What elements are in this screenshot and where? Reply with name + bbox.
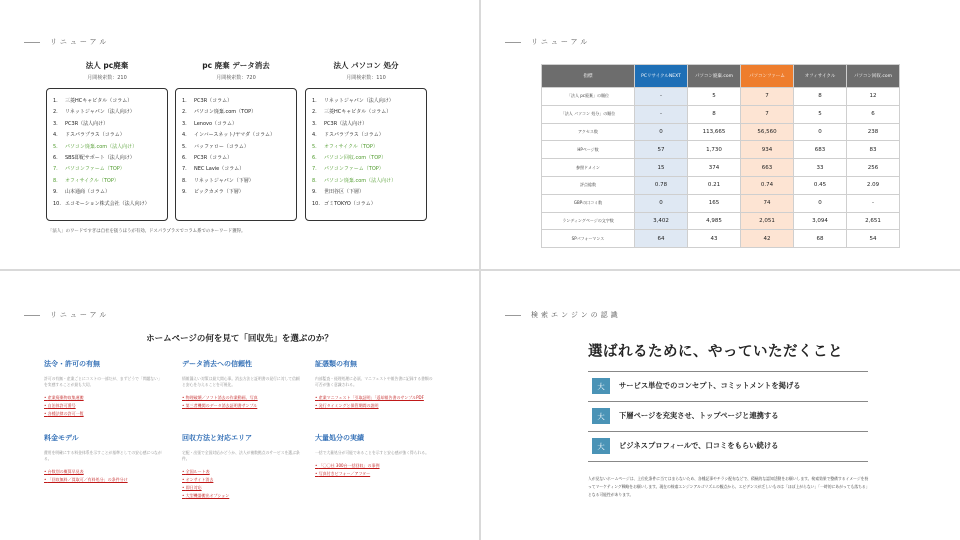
metric-value: 68 [794,230,847,248]
criteria-block [315,433,435,478]
slide-comparison-table [481,0,960,269]
rank-site: オフィサイクル（TOP） [324,143,378,150]
table-row [542,194,900,212]
ranking-item [53,187,162,198]
metric-value: 5 [688,88,741,106]
criteria-heading: 料金モデル [44,434,79,442]
table-header-cell: パソコン回収.com [847,65,900,88]
keyword-column-header [177,60,295,81]
criteria-link[interactable]: • 各種法律の許可一覧 [44,410,164,418]
metric-value: 2,651 [847,212,900,230]
criteria-block [182,359,302,410]
rank-number: 7. [182,166,187,173]
criteria-link[interactable]: • 「回収無料／買取可／有料処分」の条件分け [44,476,164,484]
metric-value: 5 [794,105,847,123]
metric-value: 57 [635,141,688,159]
rank-number: 6. [312,155,317,162]
rank-number: 3. [53,120,58,127]
rank-number: 2. [312,109,317,116]
rank-site: 山本通商（コラム） [65,189,110,196]
rank-site: インバースネット/ヤマダ（コラム） [194,132,276,139]
section-label: リニューアル [24,37,109,47]
priority-badge: 大 [592,438,610,454]
metric-value: 374 [688,159,741,177]
rank-number: 5. [53,143,58,150]
keyword-title: pc 廃棄 データ消去 [202,61,270,70]
rank-site: バッファロー（コラム） [194,143,249,150]
metric-value: 683 [794,141,847,159]
slide-title: ホームページの何を見て「回収先」を選ぶのか？ [146,334,333,344]
ranking-box [46,88,168,221]
rank-number: 1. [53,98,58,104]
table-row [542,212,900,230]
rank-site: パソコンファーム（TOP） [324,166,384,173]
rank-site: パソコン廃棄.com（TOP） [194,109,257,116]
ranking-item [53,176,162,187]
rank-site: リネットジャパン（下層） [194,177,254,184]
rank-number: 5. [312,143,317,150]
metric-value: 4,985 [688,212,741,230]
rank-site: PC3R（コラム） [194,98,233,104]
rank-number: 8. [312,177,317,184]
rank-number: 7. [312,166,317,173]
rank-site: PC3R（コラム） [194,155,233,162]
action-item [592,378,801,394]
ranking-item [182,96,291,107]
rank-number: 9. [312,189,317,196]
criteria-links [44,394,164,418]
metric-value: 663 [741,159,794,177]
metric-value: 238 [847,123,900,141]
metric-value: - [635,105,688,123]
table-header-row [542,65,900,88]
comparison-table [541,64,900,248]
criteria-link[interactable]: • 産業廃棄物収集運搬 [44,394,164,402]
ranking-item [53,164,162,175]
ranking-item [312,199,421,210]
criteria-link[interactable]: • 物理破壊／ソフト消去の作業動画、写真 [182,394,302,402]
metric-value: 0 [635,194,688,212]
criteria-link[interactable]: • 第三者機関のデータ消去証明書サンプル [182,402,302,410]
criteria-description: 宅配・出張で全国対応かどうか、法人が複数拠点のサービスを選ぶ条件。 [182,450,300,461]
table-header-cell: オフィサイクル [794,65,847,88]
metric-label: GBPの口コミ数 [542,194,635,212]
metric-value: 113,665 [688,123,741,141]
keyword-volume: 月間検索数：720 [216,75,256,81]
metric-value: 2.09 [847,176,900,194]
rank-site: NEC Lavie（コラム） [194,166,245,173]
criteria-links [182,468,302,500]
criteria-description: 費用を明確にする料金体系を示すことが基準としての安心感につながる。 [44,450,162,461]
rank-site: リネットジャパン（法人向け） [324,98,394,104]
rank-number: 1. [182,98,187,104]
action-text: 下層ページを充実させ、トップページと連携する [619,411,779,420]
ranking-item [182,130,291,141]
table-row [542,141,900,159]
criteria-links [315,394,435,410]
rank-number: 4. [182,132,187,139]
criteria-block [44,359,164,418]
metric-value: 7 [741,88,794,106]
metric-value: 43 [688,230,741,248]
criteria-link[interactable]: • 全国ルート表 [182,468,302,476]
metric-value: 3,094 [794,212,847,230]
ranking-box [175,88,297,221]
criteria-link[interactable]: • 「〇〇社 300台一括回収」の事例 [315,462,435,470]
rank-site: パソコン回収.com（TOP） [324,155,387,162]
rank-site: ドスパラプラス（コラム） [65,132,125,139]
rank-number: 2. [53,109,58,116]
rank-number: 4. [312,132,317,139]
metric-value: 8 [688,105,741,123]
metric-value: 2,051 [741,212,794,230]
ranking-item [53,130,162,141]
metric-value: 7 [741,105,794,123]
metric-value: 0.21 [688,176,741,194]
rank-number: 9. [53,189,58,196]
criteria-link[interactable]: • 即日対応 [182,484,302,492]
divider-line [588,431,868,432]
rank-number: 3. [182,120,187,127]
ranking-item [53,119,162,130]
rank-site: リネットジャパン（法人向け） [65,109,135,116]
table-row [542,123,900,141]
metric-value: 42 [741,230,794,248]
table-header-cell: PCリサイクルNEXT [635,65,688,88]
metric-value: 1,730 [688,141,741,159]
keyword-volume: 月間検索数：210 [87,75,127,81]
table-header-cell: パソコンファーム [741,65,794,88]
ranking-item [312,142,421,153]
metric-value: 0 [794,123,847,141]
metric-label: 「法人 pc廃棄」の順位 [542,88,635,106]
slide-action-items [481,271,960,540]
keyword-title: 法人 pc廃棄 [85,61,129,70]
metric-value: 8 [794,88,847,106]
rank-number: 6. [53,155,58,162]
metric-value: 56,560 [741,123,794,141]
metric-value: 0.45 [794,176,847,194]
rank-number: 1. [312,98,317,104]
criteria-block [182,433,302,500]
ranking-box [305,88,427,221]
metric-value: 6 [847,105,900,123]
slide-title: 選ばれるために、やっていただくこと [588,344,843,360]
table-header-cell: パソコン廃棄.com [688,65,741,88]
criteria-link[interactable]: • 写真付きビフォー／アフター [315,470,435,478]
explanation-paragraph: 人が見ないホームページは、上位化条件に当てはまらないため、各種記事やチラシ配布などで、積極的な認知活動をお願いします。検索効果で整備するイメージを持ってマーケティング戦略をお願いします。現在の検索エンジンアルゴリズムの観点から、エビデンスが乏しいものは「ほぼ上がらない」「一時的にあがっても落ちる」となる可能性があります。 [588,476,870,497]
ranking-item [53,199,162,210]
rank-site: パソコンファーム（TOP） [65,166,125,173]
ranking-item [312,96,421,107]
metric-value: 0 [635,123,688,141]
criteria-heading: 大量処分の実績 [315,434,364,442]
section-label: リニューアル [24,310,109,320]
criteria-heading: 証憑類の有無 [315,360,357,368]
ranking-item [312,107,421,118]
rank-site: 世田谷区（下層） [324,189,365,196]
criteria-links [315,462,435,478]
ranking-item [312,153,421,164]
divider-line [588,371,868,372]
divider-line [588,461,868,462]
rank-site: パソコン廃棄.com（法人向け） [324,177,397,184]
action-text: サービス単位でのコンセプト、コミットメントを掲げる [619,381,801,390]
metric-value: 0.74 [741,176,794,194]
metric-label: 評点総数 [542,176,635,194]
ranking-item [182,142,291,153]
rank-number: 4. [53,132,58,139]
rank-site: ビックカメラ（下層） [194,189,244,196]
criteria-block [315,359,435,410]
ranking-item [312,176,421,187]
rank-site: 三菱HCキャピタル（コラム） [324,109,392,116]
rank-site: PC3R（法人向け） [65,120,109,127]
table-row [542,230,900,248]
criteria-link[interactable]: • 自治体許可番号 [44,402,164,410]
criteria-heading: データ消去への信頼性 [182,360,252,368]
criteria-description: 内部監査・経理処理に必須。マニフェストや報告書に記録する書類の可否が強く意識される。 [315,376,433,387]
metric-value: 83 [847,141,900,159]
criteria-heading: 回収方法と対応エリア [182,434,252,442]
ranking-item [182,176,291,187]
metric-value: 0.78 [635,176,688,194]
rank-number: 3. [312,120,317,127]
rank-number: 7. [53,166,58,173]
table-row [542,88,900,106]
section-label: 検索エンジンの認識 [505,310,621,320]
criteria-block [44,433,164,484]
priority-badge: 大 [592,408,610,424]
metric-value: 15 [635,159,688,177]
rank-number: 9. [182,189,187,196]
ranking-item [53,96,162,107]
metric-label: アクセス数 [542,123,635,141]
ranking-item [182,164,291,175]
action-item [592,438,778,454]
metric-value: 0 [794,194,847,212]
metric-label: 参照ドメイン [542,159,635,177]
criteria-heading: 法令・許可の有無 [44,360,100,368]
metric-value: - [847,194,900,212]
ranking-item [312,164,421,175]
ranking-item [312,187,421,198]
metric-value: - [635,88,688,106]
metric-value: 934 [741,141,794,159]
rank-site: ドスパラプラス（コラム） [324,132,384,139]
metric-value: 64 [635,230,688,248]
table-row [542,176,900,194]
section-label: リニューアル [505,37,590,47]
keyword-note: 「法人」のワードですぎは自社を扱うほうが有効。ドスパラプラスでコラム系でのキーワード獲得。 [48,229,246,234]
criteria-links [44,468,164,484]
ranking-item [53,107,162,118]
table-header-cell: 指標 [542,65,635,88]
keyword-column-header [307,60,425,81]
action-item [592,408,779,424]
keyword-title: 法人 パソコン 処分 [333,61,399,70]
metric-value: 165 [688,194,741,212]
rank-site: 三菱HCキャピタル（コラム） [65,98,133,104]
rank-number: 10. [53,200,61,207]
divider-line [588,401,868,402]
priority-badge: 大 [592,378,610,394]
criteria-link[interactable]: • オンサイト消去 [182,476,302,484]
criteria-link[interactable]: • 大型機器搬出オプション [182,492,302,500]
metric-label: SPパフォーマンス [542,230,635,248]
ranking-item [312,119,421,130]
rank-number: 5. [182,143,187,150]
ranking-item [53,142,162,153]
ranking-item [182,187,291,198]
ranking-item [182,119,291,130]
criteria-description: 許可の有無・産業ごとにコストの一部だが、まずどうで「問題ない」を実感することが最も大切。 [44,376,162,387]
slide-selection-criteria [0,271,479,540]
metric-value: 3,402 [635,212,688,230]
rank-number: 8. [182,177,187,184]
rank-site: PC3R（法人向け） [324,120,368,127]
criteria-description: 一括で大量処分が可能であることを示すと安心感が強く得られる。 [315,450,429,455]
metric-value: 12 [847,88,900,106]
criteria-link[interactable]: • 台数別の概算早見表 [44,468,164,476]
rank-number: 6. [182,155,187,162]
rank-site: オフィサイクル（TOP） [65,177,119,184]
metric-label: 「法人 パソコン 処分」の順位 [542,105,635,123]
rank-site: パソコン廃棄.com（法人向け） [65,143,138,150]
rank-number: 8. [53,177,58,184]
slide-keywords [0,0,479,269]
criteria-link[interactable]: • 産業マニフェスト「引取証明」「返却報告書のサンプルPDF [315,394,435,402]
metric-value: 54 [847,230,900,248]
criteria-links [182,394,302,410]
ranking-item [312,130,421,141]
rank-site: Lenovo（コラム） [194,120,237,127]
metric-value: 256 [847,159,900,177]
keyword-column-header [48,60,166,81]
ranking-item [182,153,291,164]
metric-value: 74 [741,194,794,212]
rank-number: 10. [312,200,320,207]
criteria-link[interactable]: • 発行タイミングと保管期間の説明 [315,402,435,410]
ranking-item [182,107,291,118]
ranking-item [53,153,162,164]
keyword-volume: 月間検索数：110 [346,75,386,81]
rank-number: 2. [182,109,187,116]
metric-label: ランディングページの文字数 [542,212,635,230]
metric-label: HPページ数 [542,141,635,159]
rank-site: ゴミTOKYO（コラム） [324,200,376,207]
criteria-description: 情報漏えい対策は最大関心事。消去方法と証明書の発行に対して信頼と安心を与えることを可視化。 [182,376,300,387]
table-row [542,159,900,177]
table-row [542,105,900,123]
action-text: ビジネスプロフィールで、口コミをもらい続ける [619,441,779,450]
metric-value: 33 [794,159,847,177]
rank-site: エコモーション株式会社（法人向け） [65,200,150,207]
rank-site: SBS即配サポート（法人向け） [65,155,135,162]
